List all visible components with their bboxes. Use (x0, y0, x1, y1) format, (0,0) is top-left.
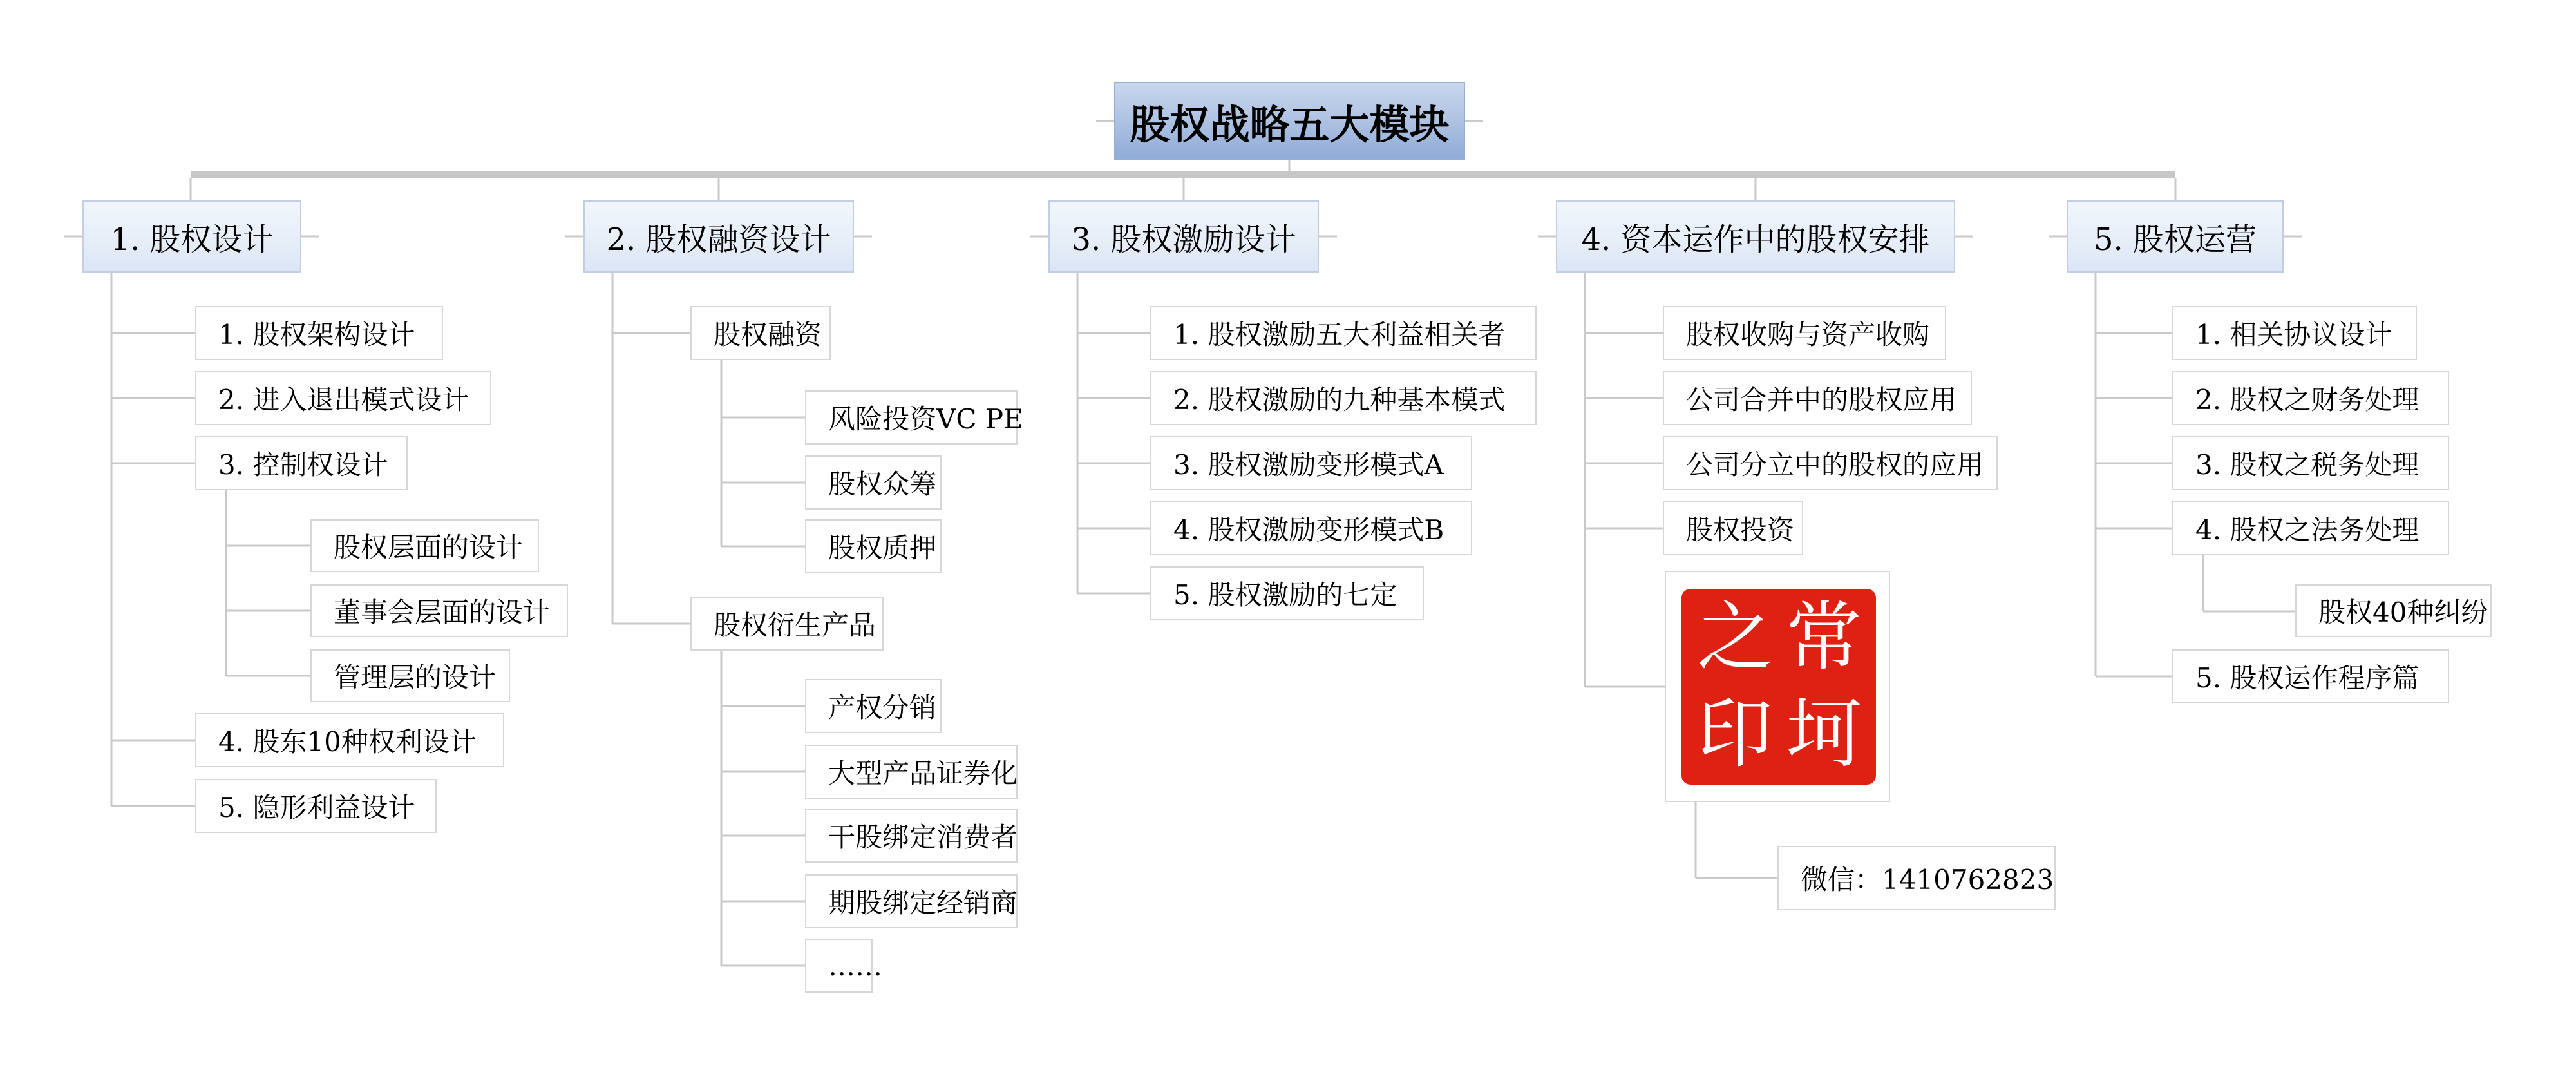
node-equity-level-design[interactable]: 股权层面的设计 (310, 519, 539, 572)
node-equity-pledge[interactable]: 股权质押 (805, 519, 942, 573)
seal-char-1: 常 (1785, 593, 1862, 682)
node-equity-investment[interactable]: 股权投资 (1663, 501, 1803, 555)
node-equity-operation-procedure[interactable]: 5. 股权运作程序篇 (2172, 649, 2449, 704)
node-dry-shares-bind-consumers[interactable]: 干股绑定消费者 (805, 809, 1018, 863)
node-board-level-design[interactable]: 董事会层面的设计 (310, 584, 568, 637)
root-node-equity-strategy[interactable]: 股权战略五大模块 (1114, 82, 1465, 160)
node-incentive-seven-determinations[interactable]: 5. 股权激励的七定 (1150, 566, 1424, 620)
node-incentive-variant-mode-b[interactable]: 4. 股权激励变形模式B (1150, 501, 1472, 555)
node-property-rights-distribution[interactable]: 产权分销 (805, 679, 942, 733)
node-equity-financing[interactable]: 股权融资 (690, 306, 831, 360)
node-incentive-variant-mode-a[interactable]: 3. 股权激励变形模式A (1150, 436, 1472, 490)
node-option-shares-bind-dealers[interactable]: 期股绑定经销商 (805, 874, 1018, 928)
node-ellipsis-more[interactable]: …… (805, 939, 873, 993)
node-equity-in-company-division[interactable]: 公司分立中的股权的应用 (1663, 436, 1998, 490)
node-venture-capital-vc-pe[interactable]: 风险投资VC PE (805, 390, 1018, 445)
node-incentive-nine-basic-modes[interactable]: 2. 股权激励的九种基本模式 (1150, 371, 1537, 425)
node-incentive-five-stakeholders[interactable]: 1. 股权激励五大利益相关者 (1150, 306, 1537, 360)
node-hidden-benefit-design[interactable]: 5. 隐形利益设计 (195, 779, 437, 833)
branch-node-capital-operation-arrangement[interactable]: 4. 资本运作中的股权安排 (1556, 200, 1955, 273)
node-equity-financial-handling[interactable]: 2. 股权之财务处理 (2172, 371, 2449, 425)
node-equity-tax-handling[interactable]: 3. 股权之税务处理 (2172, 436, 2449, 490)
branch-node-equity-financing-design[interactable]: 2. 股权融资设计 (583, 200, 854, 273)
node-seal-image-box[interactable] (1665, 571, 1890, 802)
node-large-product-securitization[interactable]: 大型产品证券化 (805, 745, 1018, 799)
top-rail (191, 171, 2175, 178)
seal-char-3: 之 (1697, 593, 1774, 682)
node-shareholder-10-rights-design[interactable]: 4. 股东10种权利设计 (195, 713, 504, 767)
node-management-level-design[interactable]: 管理层的设计 (310, 649, 510, 702)
node-equity-acquisition-asset-acquisition[interactable]: 股权收购与资产收购 (1663, 306, 1946, 360)
node-equity-legal-handling[interactable]: 4. 股权之法务处理 (2172, 501, 2449, 555)
node-equity-crowdfunding[interactable]: 股权众筹 (805, 455, 942, 510)
branch-node-equity-operation[interactable]: 5. 股权运营 (2067, 200, 2284, 273)
node-equity-in-company-merger[interactable]: 公司合并中的股权应用 (1663, 371, 1972, 425)
branch-node-equity-incentive-design[interactable]: 3. 股权激励设计 (1048, 200, 1319, 273)
branch-node-equity-design[interactable]: 1. 股权设计 (82, 200, 301, 273)
node-control-rights-design[interactable]: 3. 控制权设计 (195, 436, 408, 490)
node-entry-exit-mode-design[interactable]: 2. 进入退出模式设计 (195, 371, 491, 425)
red-seal-stamp-icon (1681, 589, 1876, 785)
node-wechat-contact[interactable]: 微信：1410762823 (1777, 846, 2056, 910)
seal-char-4: 印 (1697, 689, 1774, 778)
node-equity-derivatives[interactable]: 股权衍生产品 (690, 597, 884, 651)
node-equity-structure-design[interactable]: 1. 股权架构设计 (195, 306, 443, 360)
node-related-agreement-design[interactable]: 1. 相关协议设计 (2172, 306, 2417, 360)
seal-char-2: 坷 (1785, 689, 1862, 778)
node-equity-40-disputes[interactable]: 股权40种纠纷 (2295, 584, 2492, 637)
